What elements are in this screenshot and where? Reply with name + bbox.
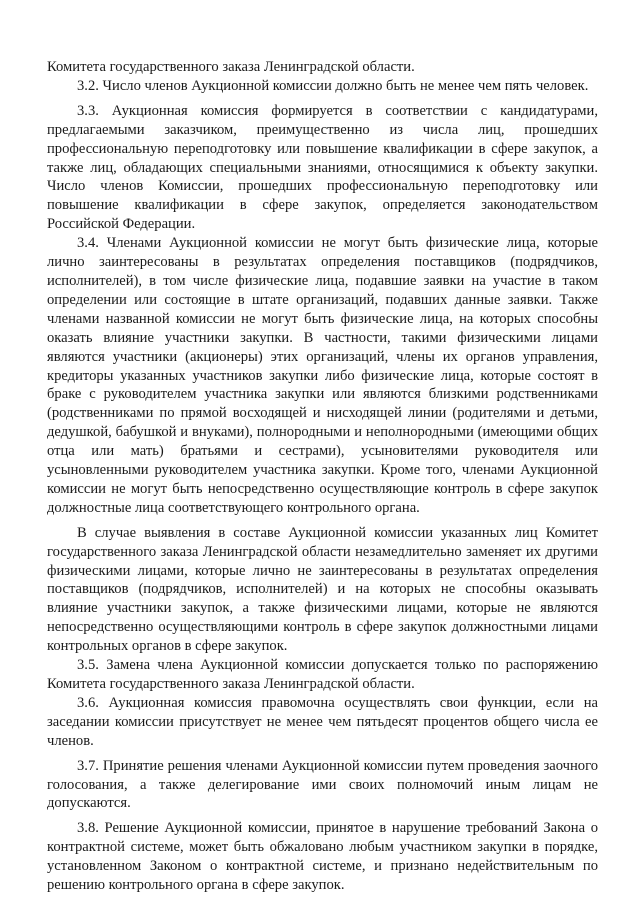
paragraph-3-3: 3.3. Аукционная комиссия формируется в соответствии с кандидатурами, предлагаемыми заказчиком, преимущественно из числа лиц, прошедших профессиональную переподготовку или повышение квалификации в сфере закупок, а также лиц, обладающих специальными знаниями, относящимися к объекту закупки. Число членов Комиссии, прошедших профессиональную переподготовку или повышение квалификации в сфере закупок, определяется законодательством Российской Федерации.	[47, 102, 598, 233]
paragraph-3-4: 3.4. Членами Аукционной комиссии не могут быть физические лица, которые лично заинтересованы в результатах определения поставщиков (подрядчиков, исполнителей), в том числе физические лица, подавшие заявки на участие в таком определении или состоящие в штате организаций, подавших данные заявки. Также членами названной комиссии не могут быть физические лица, на которых способны оказать влияние участники закупки. В частности, такими физическими лицами являются участники (акционеры) этих организаций, члены их органов управления, кредиторы указанных участников закупки либо физические лица, которые состоят в браке с руководителем участника закупки или являются близкими родственниками (родственниками по прямой восходящей и нисходящей линии (родителями и детьми, дедушкой, бабушкой и внуками), полнородными и неполнородными (имеющими общих отца или мать) братьями и сестрами), усыновителями руководителя или усыновленными руководителем участника закупки. Кроме того, членами Аукционной комиссии не могут быть непосредственно осуществляющие контроль в сфере закупок должностные лица соответствующего контрольного органа.	[47, 235, 598, 516]
paragraph-3-5: 3.5. Замена члена Аукционной комиссии допускается только по распоряжению Комитета государственного заказа Ленинградской области.	[47, 657, 598, 692]
paragraph-3-7: 3.7. Принятие решения членами Аукционной комиссии путем проведения заочного голосования, а также делегирование ими своих полномочий иным лицам не допускаются.	[47, 757, 598, 812]
paragraph-3-8: 3.8. Решение Аукционной комиссии, принятое в нарушение требований Закона о контрактной системе, может быть обжаловано любым участником закупки в порядке, установленном Законом о контрактной системе, и признано недействительным по решению контрольного органа в сфере закупок.	[47, 820, 598, 894]
paragraph-3-6: 3.6. Аукционная комиссия правомочна осуществлять свои функции, если на заседании комиссии присутствует не менее чем пятьдесят процентов общего числа ее членов.	[47, 694, 598, 749]
paragraph-3-2: 3.2. Число членов Аукционной комиссии должно быть не менее чем пять человек.	[77, 77, 589, 94]
paragraph-continuation: Комитета государственного заказа Ленинградской области.	[47, 59, 415, 75]
paragraph-replacement-rule: В случае выявления в составе Аукционной комиссии указанных лиц Комитет государственного заказа Ленинградской области незамедлительно заменяет их другими физическими лицами, которые лично не заинтересованы в результатах определения поставщиков (подрядчиков, исполнителей) и на которых не способны оказывать влияние участники закупок, а также физическими лицами, которые не являются непосредственно осуществляющими контроль в сфере закупок должностными лицами контрольных органов в сфере закупок.	[47, 524, 598, 655]
